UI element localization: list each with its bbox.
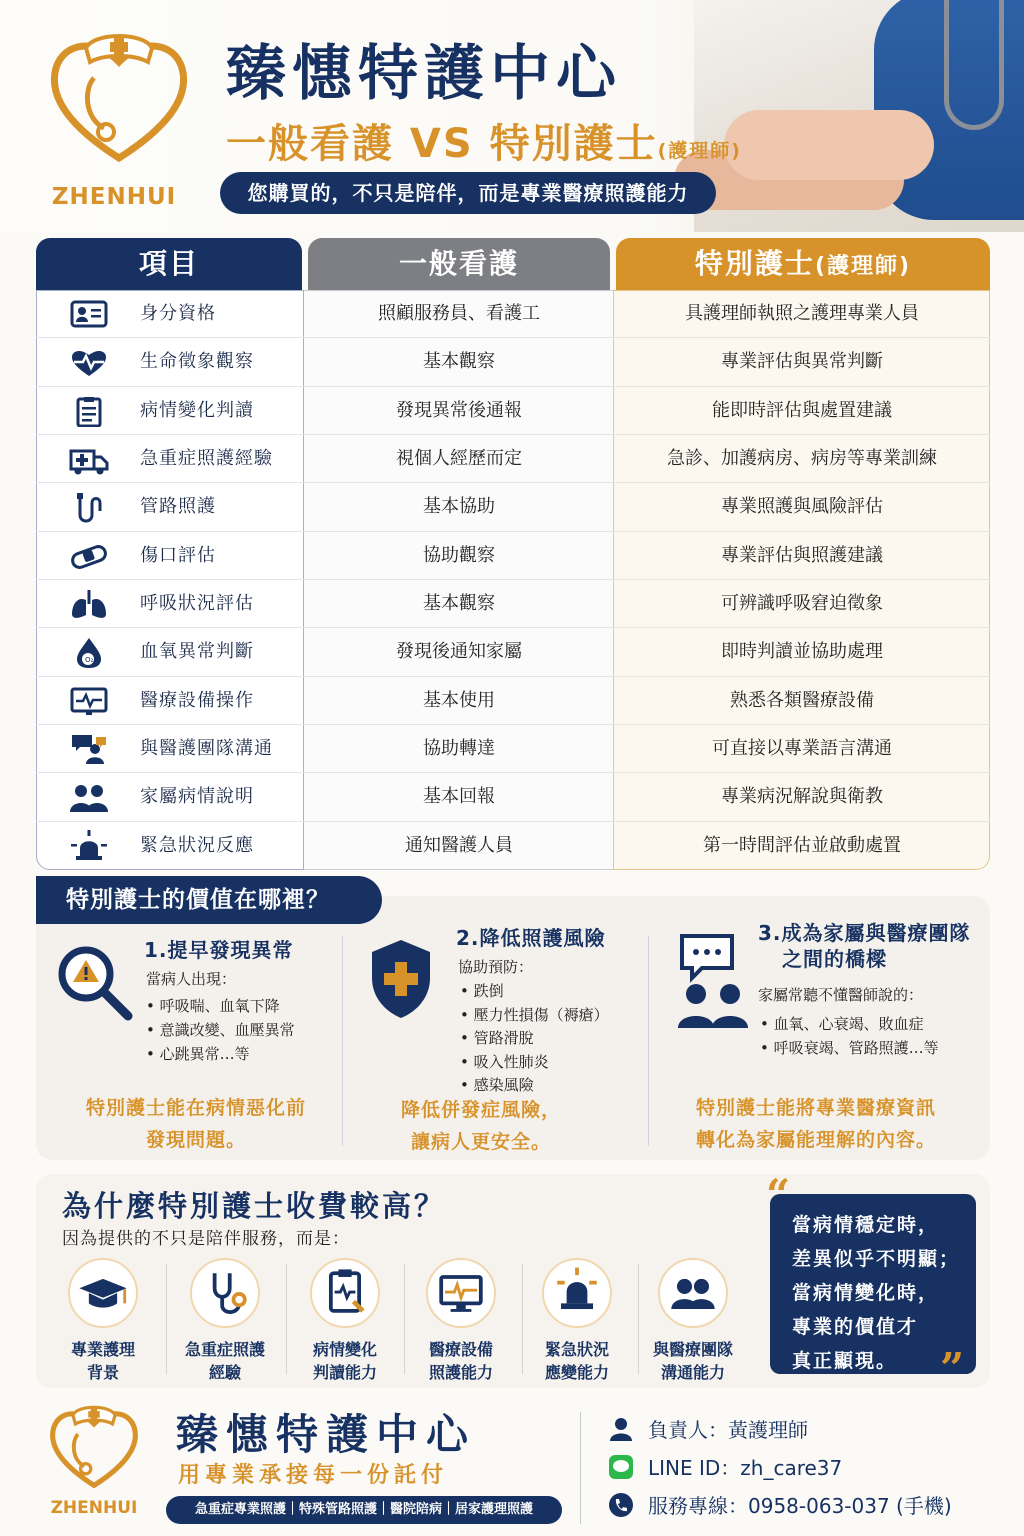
table-body — [36, 290, 990, 870]
row-item: 身分資格 — [140, 303, 216, 324]
brand-name: ZHENHUI — [51, 184, 177, 210]
row-item: 家屬病情說明 — [140, 786, 254, 808]
table-row — [36, 290, 990, 338]
siren-icon — [544, 1260, 610, 1326]
row-special: 可辨識呼吸窘迫徵象 — [721, 593, 883, 614]
why-item-nursing-background: 專業護理 背景 — [48, 1258, 158, 1384]
why-item-equipment: 醫療設備 照護能力 — [406, 1258, 516, 1384]
row-item: 與醫護團隊溝通 — [140, 738, 273, 759]
footer-slogan: 用專業承接每一份託付 — [178, 1463, 449, 1488]
row-item: 緊急狀況反應 — [140, 834, 254, 856]
monitor-icon — [68, 685, 110, 717]
row-item: 急重症照護經驗 — [140, 448, 273, 469]
row-special: 可直接以專業語言溝通 — [712, 738, 892, 759]
svg-text:O₂: O₂ — [85, 656, 94, 665]
footer-brand: ZHENHUI — [50, 1498, 138, 1518]
contact-line[interactable]: LINE ID：zh_care37 — [608, 1452, 842, 1481]
graduation-cap-icon — [70, 1260, 136, 1326]
why-item-assessment: 病情變化 判讀能力 — [290, 1258, 400, 1384]
row-special: 熟悉各類醫療設備 — [730, 689, 874, 711]
row-item: 生命徵象觀察 — [140, 351, 254, 373]
row-general: 基本協助 — [423, 496, 495, 518]
phone-icon — [608, 1492, 634, 1518]
row-special: 能即時評估與處置建議 — [712, 399, 892, 421]
value-1-conclusion: 特別護士能在病情惡化前 發現問題。 — [85, 1097, 306, 1151]
row-general: 基本回報 — [423, 786, 495, 808]
row-special: 專業病況解說與衛教 — [721, 786, 883, 808]
why-item-team-communication: 與醫療團隊 溝通能力 — [638, 1258, 748, 1384]
table-row — [36, 773, 990, 821]
chat-people-icon — [68, 733, 110, 765]
row-general: 照顧服務員、看護工 — [378, 303, 540, 324]
value-1-sub: 當病人出現： — [146, 970, 237, 988]
value-section — [36, 896, 990, 1160]
stethoscope-icon — [192, 1260, 258, 1326]
table-row — [36, 725, 990, 773]
row-special: 專業評估與照護建議 — [721, 544, 883, 566]
table-row — [36, 532, 990, 580]
footer-services: 急重症專業照護｜特殊管路照護｜醫院陪病｜居家護理照護 — [166, 1496, 562, 1524]
row-special: 具護理師執照之護理專業人員 — [685, 303, 919, 324]
table-row — [36, 677, 990, 725]
value-2-sub: 協助預防： — [458, 958, 534, 976]
row-item: 血氧異常判斷 — [140, 641, 254, 663]
logo-heart-stethoscope-icon — [44, 28, 194, 168]
page-subtitle: 一般看護 VS 特別護士(護理師) — [226, 121, 742, 167]
row-item: 管路照護 — [140, 496, 216, 518]
value-3-heading: 3.成為家屬與醫療團隊 之間的橋樑 — [758, 921, 971, 971]
shield-cross-icon — [366, 936, 436, 1022]
table-row — [36, 580, 990, 628]
header-special-nurse: 特別護士(護理師) — [616, 238, 990, 290]
table-row — [36, 338, 990, 386]
table-row — [36, 435, 990, 483]
row-general: 視個人經歷而定 — [396, 448, 522, 469]
why-subtitle: 因為提供的不只是陪伴服務，而是： — [62, 1229, 350, 1249]
clipboard-icon — [68, 395, 110, 427]
team-icon — [660, 1260, 726, 1326]
header-item: 項目 — [36, 238, 302, 290]
value-2-conclusion: 降低併發症風險， 讓病人更安全。 — [400, 1099, 561, 1153]
bandage-icon — [68, 540, 110, 572]
row-item: 傷口評估 — [140, 544, 216, 566]
value-3-list: • 血氧、心衰竭、敗血症 • 呼吸衰竭、管路照護…等 — [760, 1015, 939, 1057]
row-special: 即時判讀並協助處理 — [721, 641, 883, 663]
monitor-icon — [428, 1260, 494, 1326]
why-item-emergency: 緊急狀況 應變能力 — [522, 1258, 632, 1384]
table-row — [36, 387, 990, 435]
row-general: 發現異常後通報 — [396, 399, 522, 421]
row-general: 協助觀察 — [423, 544, 495, 566]
family-icon — [68, 781, 110, 813]
row-special: 急診、加護病房、病房等專業訓練 — [667, 448, 937, 469]
value-1-heading: 1.提早發現異常 — [144, 938, 294, 962]
quote-open-icon: “ — [766, 1170, 791, 1219]
row-general: 基本觀察 — [423, 351, 495, 373]
row-general: 協助轉達 — [423, 738, 495, 759]
value-2-heading: 2.降低照護風險 — [456, 926, 606, 950]
page-title: 臻憓特護中心 — [226, 39, 622, 109]
lungs-icon — [68, 588, 110, 620]
quote-close-icon: ” — [940, 1344, 965, 1393]
table-row — [36, 628, 990, 676]
why-item-critical-care: 急重症照護 經驗 — [170, 1258, 280, 1384]
row-special: 第一時間評估並啟動處置 — [703, 834, 901, 856]
value-section-title: 特別護士的價值在哪裡？ — [36, 876, 382, 924]
clipboard-pulse-icon — [312, 1260, 378, 1326]
comparison-table — [36, 238, 990, 870]
row-special: 專業評估與異常判斷 — [721, 351, 883, 373]
header — [0, 0, 1024, 232]
footer — [0, 1396, 1024, 1536]
why-section — [36, 1170, 990, 1393]
row-special: 專業照護與風險評估 — [721, 496, 883, 518]
table-row — [36, 822, 990, 870]
line-icon — [608, 1454, 634, 1480]
heartbeat-icon — [68, 346, 110, 378]
id-card-icon — [68, 298, 110, 330]
contact-person: 負責人：黃護理師 — [608, 1414, 808, 1443]
ambulance-icon — [68, 443, 110, 475]
row-item: 病情變化判讀 — [140, 399, 254, 421]
tagline-banner: 您購買的，不只是陪伴，而是專業醫療照護能力 — [220, 172, 716, 214]
row-general: 基本觀察 — [423, 593, 495, 614]
nurse-hero-image — [694, 0, 1024, 232]
oxygen-drop-icon — [68, 636, 110, 668]
magnifier-warning-icon — [54, 942, 134, 1022]
footer-title: 臻憓特護中心 — [176, 1410, 477, 1459]
row-general: 發現後通知家屬 — [396, 641, 522, 663]
logo-heart-stethoscope-icon — [46, 1402, 142, 1492]
row-general: 基本使用 — [423, 689, 495, 711]
row-item: 呼吸狀況評估 — [140, 593, 254, 614]
header-general-caregiver: 一般看護 — [308, 238, 610, 290]
value-1-list: • 呼吸喘、血氧下降 • 意識改變、血壓異常 • 心跳異常…等 — [146, 997, 295, 1063]
contact-phone[interactable]: 服務專線：0958-063-037 (手機) — [608, 1490, 952, 1519]
person-icon — [608, 1416, 634, 1442]
value-3-conclusion: 特別護士能將專業醫療資訊 轉化為家屬能理解的內容。 — [695, 1097, 936, 1151]
row-item: 醫療設備操作 — [140, 689, 254, 711]
value-3-sub: 家屬常聽不懂醫師說的： — [758, 986, 924, 1004]
row-general: 通知醫護人員 — [405, 834, 513, 856]
table-row — [36, 483, 990, 531]
quote-box: 當病情穩定時， 差異似乎不明顯； 當病情變化時， 專業的價值才 真正顯現。 — [770, 1194, 976, 1374]
chat-family-icon — [676, 932, 756, 1036]
tube-icon — [68, 491, 110, 523]
value-2-list: • 跌倒 • 壓力性損傷（褥瘡） • 管路滑脫 • 吸入性肺炎 • 感染風險 — [460, 982, 609, 1094]
why-title: 為什麼特別護士收費較高？ — [62, 1189, 447, 1223]
siren-icon — [68, 830, 110, 862]
